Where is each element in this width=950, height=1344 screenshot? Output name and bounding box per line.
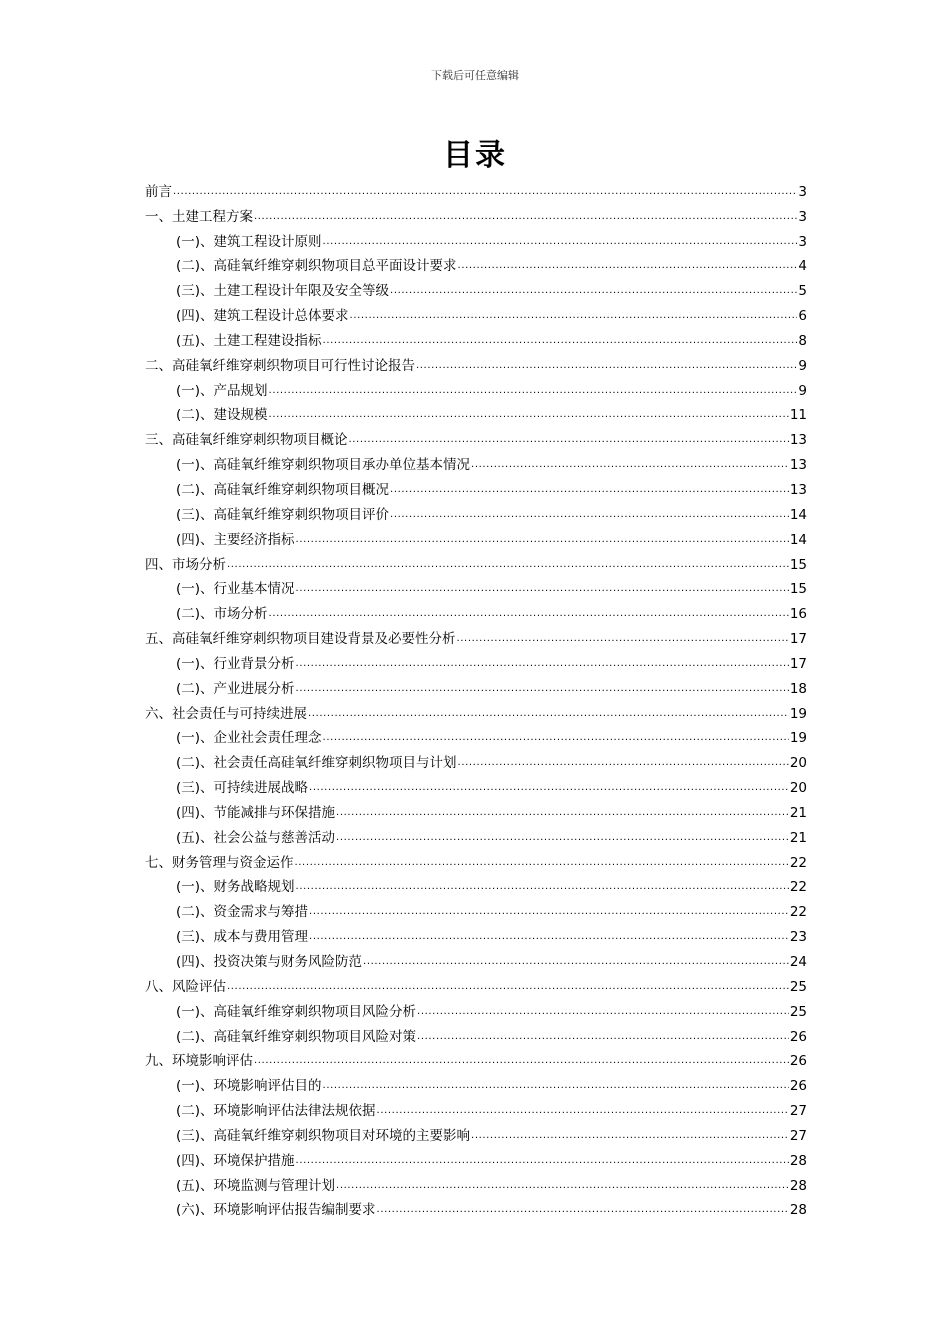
- toc-entry-label: (二)、产业进展分析: [176, 680, 295, 697]
- toc-entry-page: 3: [798, 208, 807, 225]
- toc-entry-page: 9: [798, 382, 807, 399]
- toc-entry-label: (四)、主要经济指标: [176, 531, 295, 548]
- toc-entry[interactable]: [145, 449, 807, 474]
- toc-dot-leader: [296, 533, 789, 547]
- toc-dot-leader: [336, 831, 789, 845]
- toc-dot-leader: [295, 856, 789, 870]
- toc-entry[interactable]: [145, 325, 807, 350]
- toc-entry-label: (二)、高硅氧纤维穿刺织物项目概况: [176, 481, 390, 498]
- toc-entry-page: 22: [789, 854, 807, 871]
- toc-entry-page: 26: [789, 1053, 807, 1070]
- toc-dot-leader: [323, 235, 798, 249]
- toc-dot-leader: [254, 1054, 789, 1068]
- toc-dot-leader: [309, 930, 789, 944]
- toc-entry[interactable]: [145, 1170, 807, 1195]
- toc-entry[interactable]: [145, 921, 807, 946]
- toc-entry-label: (三)、高硅氧纤维穿刺织物项目对环境的主要影响: [176, 1127, 471, 1144]
- toc-dot-leader: [457, 632, 789, 646]
- toc-entry-label: 四、市场分析: [145, 556, 226, 573]
- toc-dot-leader: [458, 756, 789, 770]
- toc-entry-label: (一)、行业基本情况: [176, 581, 295, 598]
- toc-title: 目录: [443, 138, 507, 173]
- toc-entry-label: (二)、市场分析: [176, 606, 268, 623]
- toc-entry-label: (四)、投资决策与财务风险防范: [176, 954, 363, 970]
- toc-dot-leader: [377, 1203, 789, 1217]
- toc-entry[interactable]: [145, 623, 807, 648]
- toc-dot-leader: [363, 955, 789, 969]
- toc-entry-page: 17: [789, 631, 807, 648]
- toc-entry-page: 22: [789, 879, 807, 896]
- toc-dot-leader: [323, 731, 789, 745]
- toc-entry[interactable]: [145, 872, 807, 897]
- toc-entry-page: 9: [798, 357, 807, 374]
- toc-entry[interactable]: [145, 946, 807, 971]
- toc-entry[interactable]: [145, 1070, 807, 1095]
- toc-entry-page: 11: [789, 407, 807, 424]
- toc-entry-label: (一)、企业社会责任理念: [176, 730, 322, 747]
- toc-entry[interactable]: [145, 251, 807, 276]
- toc-entry-label: (三)、高硅氧纤维穿刺织物项目评价: [176, 506, 390, 523]
- toc-entry-page: 13: [789, 481, 807, 498]
- toc-dot-leader: [296, 880, 789, 894]
- toc-entry-page: 13: [789, 457, 807, 474]
- toc-entry-page: 26: [789, 1028, 807, 1045]
- toc-entry[interactable]: [145, 300, 807, 325]
- toc-entry-label: (二)、社会责任高硅氧纤维穿刺织物项目与计划: [176, 755, 457, 772]
- toc-entry-label: (一)、高硅氧纤维穿刺织物项目承办单位基本情况: [176, 457, 471, 474]
- toc-entry-page: 26: [789, 1078, 807, 1095]
- toc-entry[interactable]: [145, 747, 807, 772]
- toc-entry-label: (六)、环境影响评估报告编制要求: [176, 1202, 376, 1219]
- toc-dot-leader: [336, 806, 789, 820]
- toc-dot-leader: [336, 1179, 789, 1193]
- toc-entry-label: (五)、环境监测与管理计划: [176, 1177, 336, 1194]
- toc-dot-leader: [390, 284, 797, 298]
- toc-entry-page: 14: [789, 531, 807, 548]
- toc-entry-label: 九、环境影响评估: [145, 1053, 253, 1070]
- toc-entry[interactable]: [145, 1046, 807, 1071]
- toc-dot-leader: [323, 1079, 789, 1093]
- toc-entry-page: 3: [798, 233, 807, 250]
- toc-entry-page: 22: [789, 904, 807, 921]
- toc-entry[interactable]: [145, 1120, 807, 1145]
- toc-entry-page: 28: [789, 1152, 807, 1169]
- toc-entry-label: (一)、财务战略规划: [176, 879, 295, 896]
- toc-entry-label: 三、高硅氧纤维穿刺织物项目概论: [145, 432, 348, 449]
- toc-entry[interactable]: [145, 1021, 807, 1046]
- toc-entry-page: 15: [789, 556, 807, 573]
- toc-entry[interactable]: [145, 896, 807, 921]
- toc-entry-label: (一)、建筑工程设计原则: [176, 233, 322, 250]
- toc-entry-label: (一)、环境影响评估目的: [176, 1078, 322, 1095]
- toc-entry[interactable]: [145, 1145, 807, 1170]
- toc-entry-label: (三)、可持续进展战略: [176, 780, 309, 797]
- toc-dot-leader: [296, 1154, 789, 1168]
- toc-entry[interactable]: [145, 772, 807, 797]
- toc-dot-leader: [390, 483, 789, 497]
- toc-entry[interactable]: [145, 400, 807, 425]
- toc-entry[interactable]: [145, 474, 807, 499]
- toc-dot-leader: [269, 408, 789, 422]
- toc-entry-page: 13: [789, 432, 807, 449]
- toc-entry[interactable]: [145, 176, 807, 201]
- toc-entry[interactable]: [145, 698, 807, 723]
- toc-entry-label: 六、社会责任与可持续进展: [145, 705, 307, 722]
- toc-entry[interactable]: [145, 971, 807, 996]
- toc-entry[interactable]: [145, 1095, 807, 1120]
- toc-entry[interactable]: [145, 648, 807, 673]
- toc-entry-page: 28: [789, 1177, 807, 1194]
- toc-entry-label: (二)、资金需求与筹措: [176, 904, 309, 921]
- toc-dot-leader: [269, 607, 789, 621]
- toc-entry-page: 14: [789, 506, 807, 523]
- toc-entry[interactable]: [145, 424, 807, 449]
- toc-entry[interactable]: [145, 673, 807, 698]
- header-note: 下载后可任意编辑: [431, 69, 519, 82]
- toc-entry-label: 七、财务管理与资金运作: [145, 854, 294, 871]
- toc-entry-label: 二、高硅氧纤维穿刺织物项目可行性讨论报告: [145, 357, 415, 374]
- toc-entry[interactable]: [145, 549, 807, 574]
- toc-entry-page: 8: [798, 332, 807, 349]
- toc-entry-label: (二)、高硅氧纤维穿刺织物项目总平面设计要求: [176, 258, 457, 275]
- toc-entry-page: 16: [789, 606, 807, 623]
- toc-entry[interactable]: [145, 350, 807, 375]
- toc-entry-label: 八、风险评估: [145, 978, 226, 995]
- toc-entry-label: (三)、成本与费用管理: [176, 929, 309, 946]
- toc-dot-leader: [309, 905, 789, 919]
- toc-entry-page: 4: [798, 258, 807, 275]
- toc-dot-leader: [417, 1005, 789, 1019]
- toc-entry-page: 25: [789, 978, 807, 995]
- toc-entry-page: 28: [789, 1202, 807, 1219]
- toc-entry-label: 五、高硅氧纤维穿刺织物项目建设背景及必要性分析: [145, 631, 456, 648]
- toc-entry-page: 15: [789, 581, 807, 598]
- toc-dot-leader: [227, 558, 789, 572]
- toc-dot-leader: [377, 1104, 789, 1118]
- toc-entry[interactable]: [145, 574, 807, 599]
- toc-entry-page: 21: [789, 804, 807, 821]
- toc-dot-leader: [416, 359, 797, 373]
- toc-entry-page: 23: [789, 929, 807, 946]
- toc-entry[interactable]: [145, 1195, 807, 1220]
- toc-entry-label: 前言: [145, 183, 172, 200]
- toc-entry-page: 24: [789, 954, 807, 970]
- toc-dot-leader: [308, 707, 789, 721]
- toc-dot-leader: [296, 657, 789, 671]
- toc-dot-leader: [417, 1030, 789, 1044]
- toc-entry-page: 17: [789, 655, 807, 672]
- toc-entry-page: 27: [789, 1127, 807, 1144]
- toc-dot-leader: [471, 458, 789, 472]
- toc-dot-leader: [309, 781, 789, 795]
- toc-entry[interactable]: [145, 375, 807, 400]
- toc-entry-label: (二)、高硅氧纤维穿刺织物项目风险对策: [176, 1028, 417, 1045]
- toc-entry[interactable]: [145, 598, 807, 623]
- toc-dot-leader: [471, 1129, 789, 1143]
- toc-entry[interactable]: [145, 723, 807, 748]
- toc-dot-leader: [296, 582, 789, 596]
- toc-entry[interactable]: [145, 996, 807, 1021]
- toc-entry-page: 20: [789, 755, 807, 772]
- toc-dot-leader: [269, 384, 798, 398]
- toc-entry[interactable]: [145, 524, 807, 549]
- toc-entry-label: (二)、建设规模: [176, 407, 268, 424]
- toc-dot-leader: [173, 185, 797, 199]
- toc-entry-page: 6: [798, 308, 807, 325]
- toc-entry[interactable]: [145, 226, 807, 251]
- toc-dot-leader: [254, 210, 797, 224]
- toc-entry-page: 27: [789, 1103, 807, 1120]
- toc-entry-label: (四)、建筑工程设计总体要求: [176, 308, 349, 325]
- toc-entry[interactable]: [145, 822, 807, 847]
- toc-entry-label: (五)、社会公益与慈善活动: [176, 829, 336, 846]
- toc-entry-page: 19: [789, 730, 807, 747]
- toc-dot-leader: [390, 508, 789, 522]
- toc-entry-label: (一)、行业背景分析: [176, 655, 295, 672]
- toc-entry-page: 19: [789, 705, 807, 722]
- toc-dot-leader: [458, 259, 798, 273]
- toc-entry-label: (三)、土建工程设计年限及安全等级: [176, 283, 390, 300]
- toc-dot-leader: [323, 334, 798, 348]
- toc-entry-page: 25: [789, 1003, 807, 1020]
- toc-dot-leader: [227, 980, 789, 994]
- toc-entry-label: (一)、产品规划: [176, 382, 268, 399]
- toc-dot-leader: [350, 309, 798, 323]
- toc-entry[interactable]: [145, 499, 807, 524]
- table-of-contents: [145, 176, 807, 1219]
- toc-entry[interactable]: [145, 275, 807, 300]
- toc-entry-page: 5: [798, 283, 807, 300]
- toc-entry-label: (一)、高硅氧纤维穿刺织物项目风险分析: [176, 1003, 417, 1020]
- toc-entry-page: 20: [789, 780, 807, 797]
- toc-entry-page: 18: [789, 680, 807, 697]
- toc-entry[interactable]: [145, 201, 807, 226]
- toc-entry-label: 一、土建工程方案: [145, 208, 253, 225]
- toc-entry-label: (四)、环境保护措施: [176, 1152, 295, 1169]
- toc-entry-label: (二)、环境影响评估法律法规依据: [176, 1103, 376, 1120]
- toc-entry-page: 3: [798, 183, 807, 200]
- toc-entry-page: 21: [789, 829, 807, 846]
- toc-entry[interactable]: [145, 847, 807, 872]
- toc-dot-leader: [349, 433, 789, 447]
- toc-entry-label: (五)、土建工程建设指标: [176, 332, 322, 349]
- toc-entry[interactable]: [145, 797, 807, 822]
- toc-dot-leader: [296, 682, 789, 696]
- toc-entry-label: (四)、节能减排与环保措施: [176, 804, 336, 821]
